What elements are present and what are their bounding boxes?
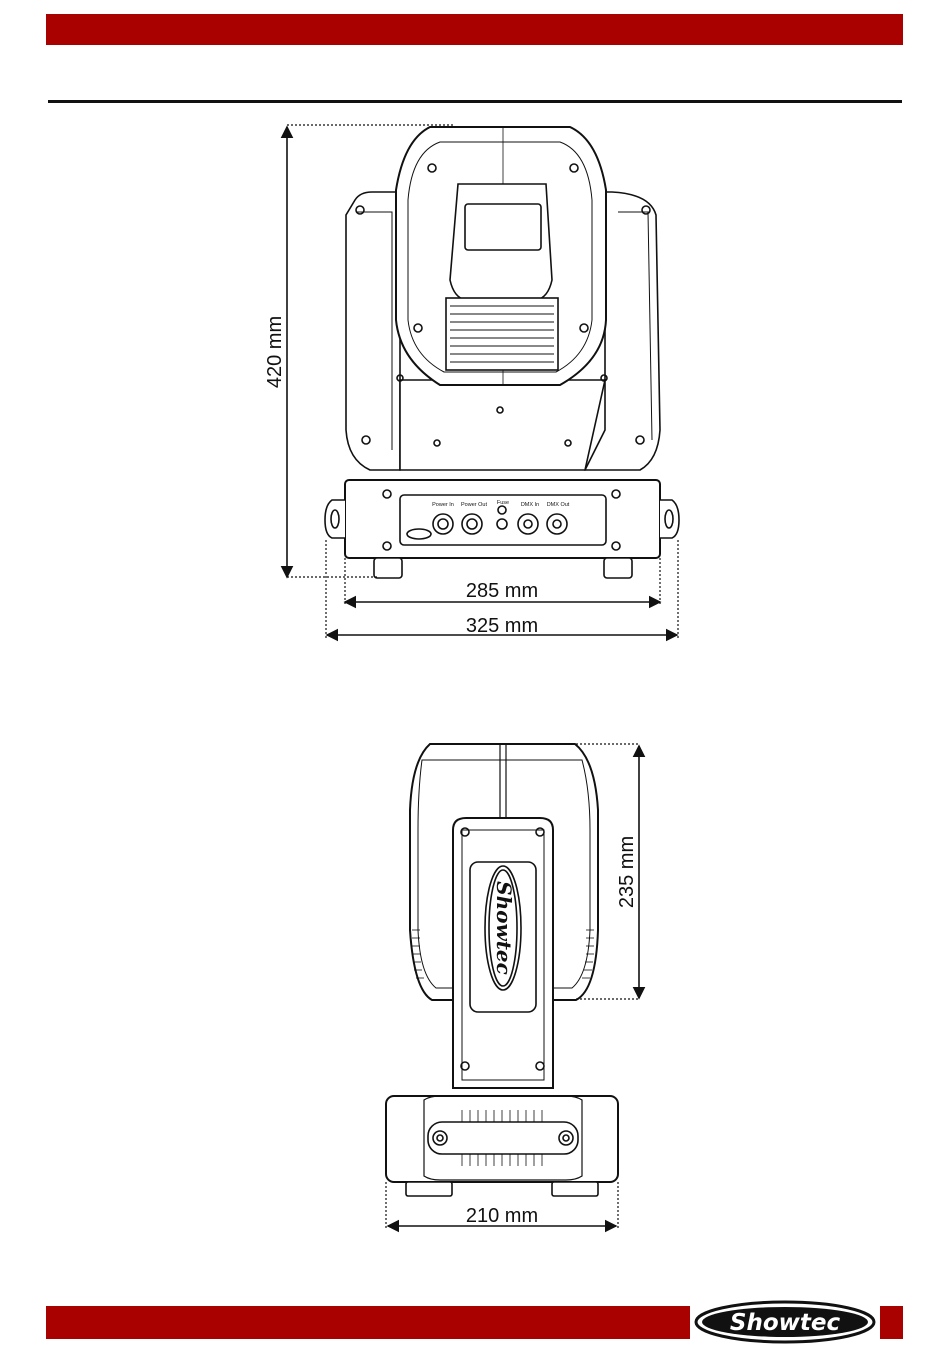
width-325-label: 325 mm [465,615,539,637]
footer-bar-end [880,1306,903,1339]
arm-logo-text: Showtec [492,881,516,975]
height-420-label: 420 mm [264,315,286,389]
dmx-in-label: DMX In [520,502,540,508]
power-in-label: Power In [432,502,454,508]
power-out-label: Power Out [461,502,487,508]
front-view [325,127,679,578]
dmx-out-label: DMX Out [546,502,570,508]
fuse-label: Fuse [496,500,510,506]
depth-210-label: 210 mm [465,1205,539,1227]
height-235-label: 235 mm [616,835,638,909]
showtec-logo [693,1300,879,1346]
footer-brand-text: Showtec [729,1310,841,1336]
footer-bar [46,1306,690,1339]
width-285-label: 285 mm [465,580,539,602]
